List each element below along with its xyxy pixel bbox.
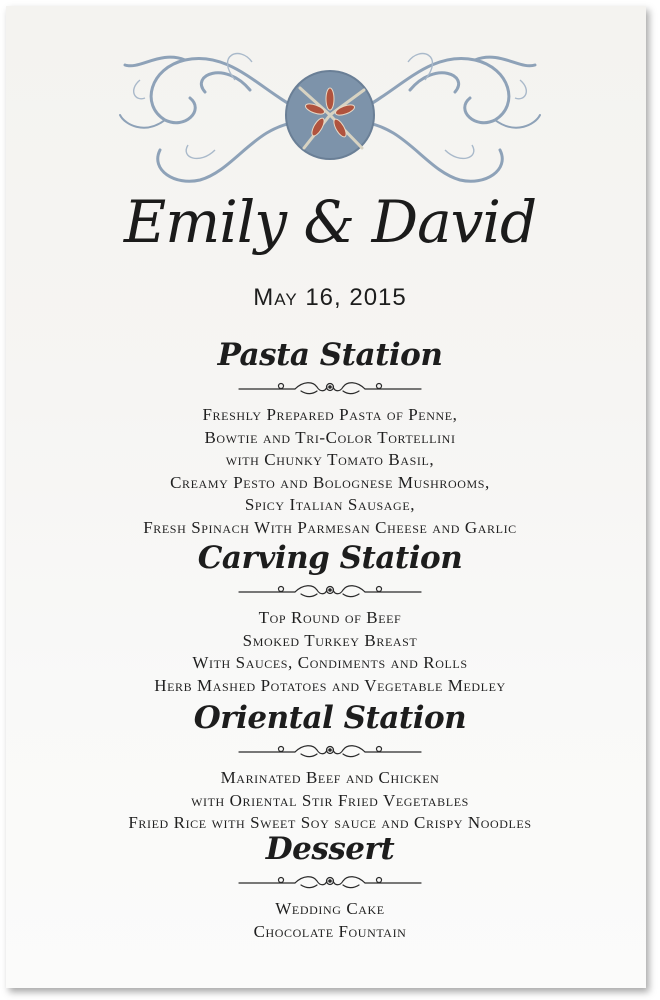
- menu-item: with Oriental Stir Fried Vegetables: [191, 790, 469, 810]
- menu-item: with Chunky Tomato Basil,: [225, 450, 435, 469]
- section-carving-station: [0, 540, 660, 697]
- flourish-divider: [235, 738, 425, 760]
- flourish-divider: [235, 375, 425, 397]
- couple-names: Emily & David: [123, 188, 537, 256]
- menu-item: Fresh Spinach With Parmesan Cheese and Garlic: [143, 517, 517, 537]
- menu-item: Freshly Prepared Pasta of Penne,: [202, 405, 458, 424]
- menu-item: Creamy Pesto and Bolognese Mushrooms,: [170, 472, 490, 492]
- menu-item: Herb Mashed Potatoes and Vegetable Medley: [154, 675, 506, 695]
- event-date: May 16, 2015: [253, 284, 407, 311]
- flourish-divider: [235, 869, 425, 891]
- menu-item: Chocolate Fountain: [253, 921, 407, 941]
- menu-item: Smoked Turkey Breast: [242, 630, 418, 650]
- sand-dollar-icon: [286, 71, 374, 159]
- menu-item: Fried Rice with Sweet Soy sauce and Crispy Noodles: [128, 813, 532, 832]
- section-title: Oriental Station: [193, 700, 467, 736]
- section-title: Dessert: [265, 831, 395, 867]
- section-title: Carving Station: [197, 540, 463, 576]
- crest-ornament: [0, 30, 660, 200]
- menu-item: With Sauces, Condiments and Rolls: [192, 653, 468, 672]
- menu-item: Marinated Beef and Chicken: [220, 768, 440, 787]
- flourish-divider: [235, 578, 425, 600]
- menu-item: Top Round of Beef: [258, 608, 402, 627]
- menu-item: Spicy Italian Sausage,: [244, 495, 416, 514]
- section-dessert: [0, 831, 660, 943]
- menu-item: Wedding Cake: [275, 899, 385, 918]
- section-title: Pasta Station: [217, 337, 443, 373]
- section-pasta-station: [0, 337, 660, 539]
- section-oriental-station: [0, 700, 660, 835]
- menu-item: Bowtie and Tri-Color Tortellini: [204, 427, 456, 447]
